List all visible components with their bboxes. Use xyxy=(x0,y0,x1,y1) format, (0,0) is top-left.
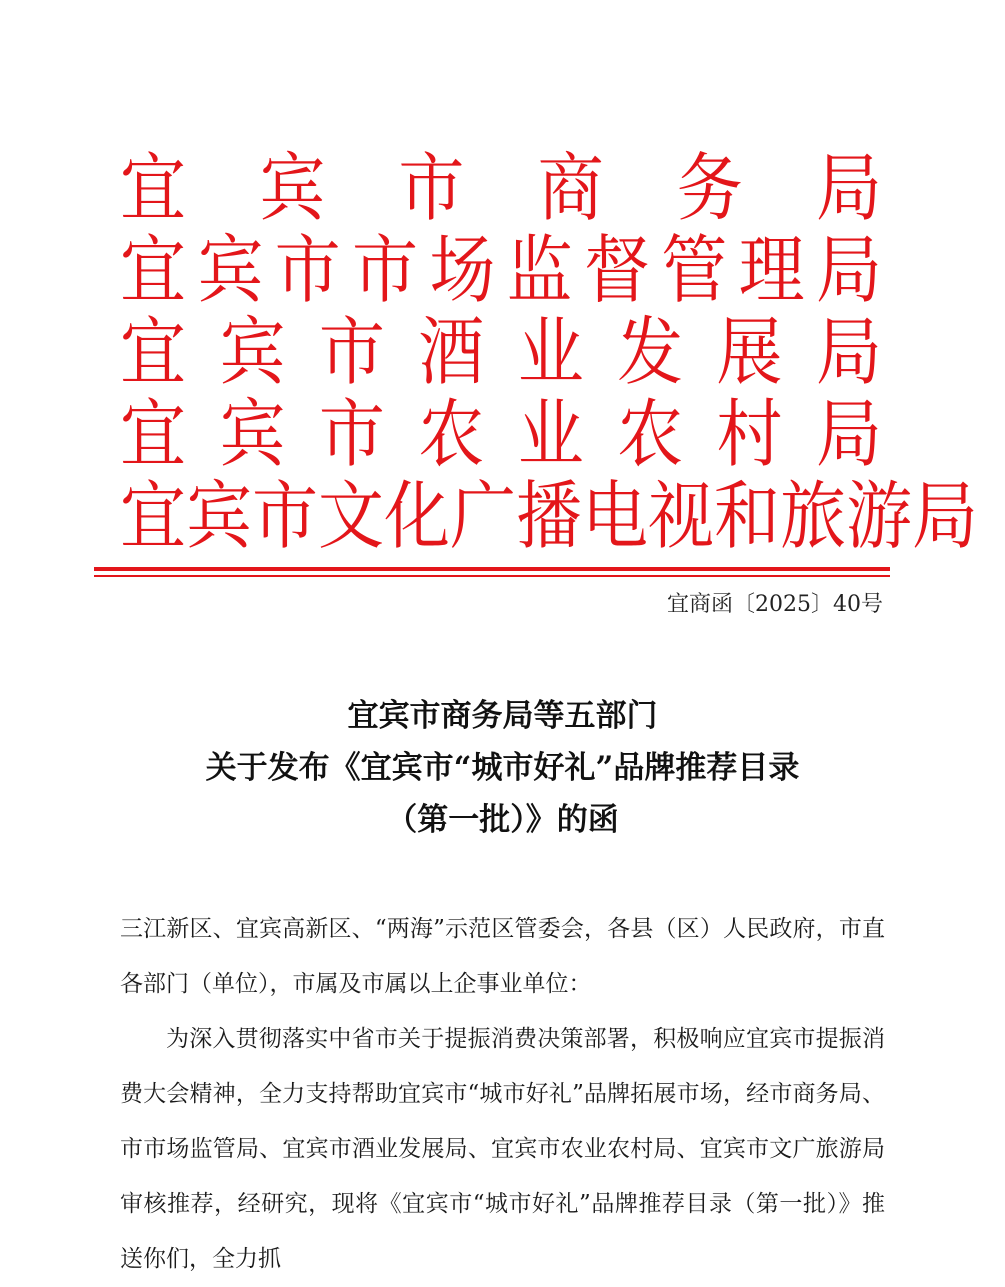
letterhead-char: 文 xyxy=(318,473,384,560)
letterhead-char: 局 xyxy=(815,227,882,314)
letterhead-char: 商 xyxy=(537,145,604,232)
letterhead-char: 宾 xyxy=(197,227,264,314)
body-paragraph: 为深入贯彻落实中省市关于提振消费决策部署，积极响应宜宾市提振消费大会精神，全力支持帮助宜宾市“城市好礼”品牌拓展市场，经市商务局、市市场监管局、宜宾市酒业发展局、宜宾市农业农村局、宜宾市文广旅游局审核推荐，经研究，现将《宜宾市“城市好礼”品牌推荐目录（第一批）》推送你们，全力抓 xyxy=(120,1026,885,1272)
letterhead-char: 农 xyxy=(617,391,684,478)
title-line: 关于发布《宜宾市“城市好礼”品牌推荐目录 xyxy=(205,750,800,786)
letterhead-char: 市 xyxy=(318,309,385,396)
letterhead-char: 展 xyxy=(716,309,783,396)
letterhead-char: 务 xyxy=(676,145,743,232)
letterhead-char: 局 xyxy=(815,145,882,232)
letterhead-char: 场 xyxy=(429,227,496,314)
letterhead-char: 宾 xyxy=(219,309,286,396)
letterhead-char: 督 xyxy=(583,227,650,314)
letterhead-divider-thick xyxy=(94,567,890,571)
letterhead-char: 局 xyxy=(815,391,882,478)
letterhead-char: 视 xyxy=(648,473,714,560)
letterhead-char: 化 xyxy=(384,473,450,560)
document-number: 宜商函〔2025〕40号 xyxy=(667,592,883,617)
letterhead-char: 宾 xyxy=(259,145,326,232)
letterhead-char: 市 xyxy=(351,227,418,314)
recipients-paragraph: 三江新区、宜宾高新区、“两海”示范区管委会，各县（区）人民政府，市直各部门（单位），市属及市属以上企事业单位： xyxy=(120,916,885,997)
department-line xyxy=(120,145,882,232)
letterhead-char: 市 xyxy=(398,145,465,232)
letterhead-divider-thin xyxy=(94,575,890,577)
letterhead-char: 管 xyxy=(661,227,728,314)
department-line xyxy=(120,391,882,478)
letterhead-char: 宜 xyxy=(120,227,186,314)
letterhead-char: 宜 xyxy=(120,309,186,396)
letterhead-char: 电 xyxy=(582,473,648,560)
title-line: （第一批）》的函 xyxy=(386,802,619,838)
letterhead-char: 农 xyxy=(418,391,485,478)
department-line xyxy=(120,309,882,396)
letterhead-char: 宜 xyxy=(120,391,186,478)
letterhead-char: 村 xyxy=(716,391,783,478)
letterhead-char: 宾 xyxy=(186,473,252,560)
document-body xyxy=(120,902,885,1287)
title-line: 宜宾市商务局等五部门 xyxy=(347,698,658,734)
letterhead-char: 游 xyxy=(846,473,912,560)
letterhead-char: 市 xyxy=(252,473,318,560)
letterhead-char: 业 xyxy=(517,391,584,478)
department-line xyxy=(120,473,978,560)
letterhead-char: 广 xyxy=(450,473,516,560)
letterhead-char: 旅 xyxy=(780,473,846,560)
letterhead-char: 市 xyxy=(274,227,341,314)
document-title xyxy=(60,690,945,846)
letterhead-char: 宾 xyxy=(219,391,286,478)
letterhead-char: 发 xyxy=(617,309,684,396)
letterhead-char: 宜 xyxy=(120,473,186,560)
letterhead-char: 局 xyxy=(815,309,882,396)
letterhead-char: 酒 xyxy=(418,309,485,396)
letterhead-char: 和 xyxy=(714,473,780,560)
department-line xyxy=(120,227,882,314)
letterhead xyxy=(120,145,978,560)
letterhead-char: 监 xyxy=(506,227,573,314)
letterhead-char: 市 xyxy=(318,391,385,478)
letterhead-char: 理 xyxy=(738,227,805,314)
letterhead-char: 业 xyxy=(517,309,584,396)
letterhead-char: 局 xyxy=(912,473,978,560)
letterhead-char: 播 xyxy=(516,473,582,560)
letterhead-char: 宜 xyxy=(120,145,186,232)
